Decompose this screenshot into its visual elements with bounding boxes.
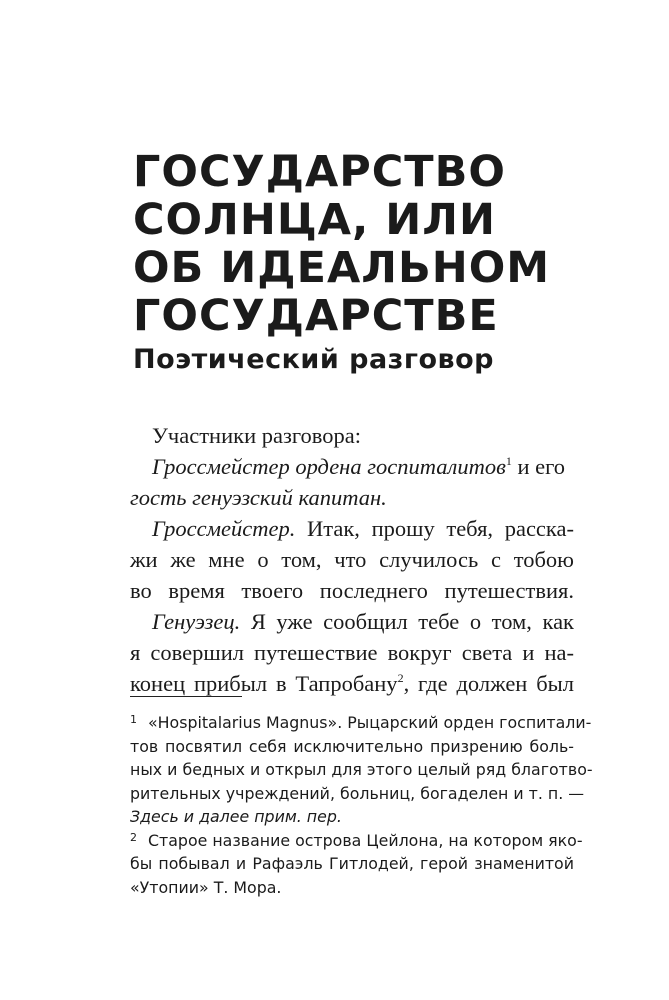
body-text (130, 420, 574, 699)
footnote-line: 2 Старое название острова Цейлона, на котором яко- (130, 830, 583, 850)
title-line: ГОСУДАРСТВЕ (133, 291, 499, 341)
participants-line (130, 451, 574, 482)
dialogue-text: Итак, прошу тебя, расска- (295, 516, 574, 541)
participants-names: Гроссмейстер ордена госпиталитов (152, 454, 506, 479)
footnote-line: рительных учреждений, больниц, богаделен и т. п. — (130, 783, 585, 803)
title-line: ГОСУДАРСТВО (133, 147, 506, 197)
footnote-text: «Hospitalarius Magnus». Рыцарский орден госпитали- (148, 713, 592, 732)
footnote-line: тов посвятил себя исключительно призрению боль- (130, 736, 574, 756)
dialogue-text: Я уже сообщил тебе о том, как (240, 609, 574, 634)
footnote-line: ных и бедных и открыл для этого целый ряд благотво- (130, 760, 593, 779)
footnote-line (130, 805, 574, 829)
footnote-line: бы побывал и Рафаэль Гитлодей, герой знаменитой (130, 854, 574, 873)
chapter-subtitle: Поэтический разговор (133, 344, 494, 375)
participants-guest: гость генуэзский капитан. (130, 485, 387, 510)
participants-tail: и его (511, 454, 566, 479)
dialogue-line (130, 513, 574, 544)
dialogue-text: конец прибыл в Тапробану (130, 671, 398, 696)
dialogue-text: , где должен был (403, 671, 574, 696)
speaker-name: Генуэзец. (152, 609, 241, 634)
translator-note: Здесь и далее прим. пер. (130, 807, 342, 826)
footnote-line: 1 «Hospitalarius Magnus». Рыцарский орден госпитали- (130, 713, 592, 732)
footnotes (130, 711, 593, 899)
title-line: ОБ ИДЕАЛЬНОМ (133, 243, 551, 293)
dialogue-line: жи же мне о том, что случилось с тобою (130, 547, 574, 572)
chapter-title (133, 148, 653, 340)
footnote-line: «Утопии» Т. Мора. (130, 877, 282, 897)
dialogue-line (130, 606, 574, 637)
dialogue-line (130, 668, 574, 699)
speaker-name: Гроссмейстер. (152, 516, 296, 541)
title-line: СОЛНЦА, ИЛИ (133, 195, 496, 245)
footnote-ref-2[interactable]: 2 (397, 671, 404, 685)
footnote-text: Старое название острова Цейлона, на котором яко- (148, 830, 583, 850)
dialogue-line: во время твоего последнего путешествия. (130, 578, 574, 603)
footnote-ref-1[interactable]: 1 (505, 454, 512, 468)
participants-heading: Участники разговора: (152, 423, 361, 448)
footnote-divider (130, 696, 242, 697)
participants-line (130, 482, 574, 513)
dialogue-line: я совершил путешествие вокруг света и на- (130, 640, 574, 665)
